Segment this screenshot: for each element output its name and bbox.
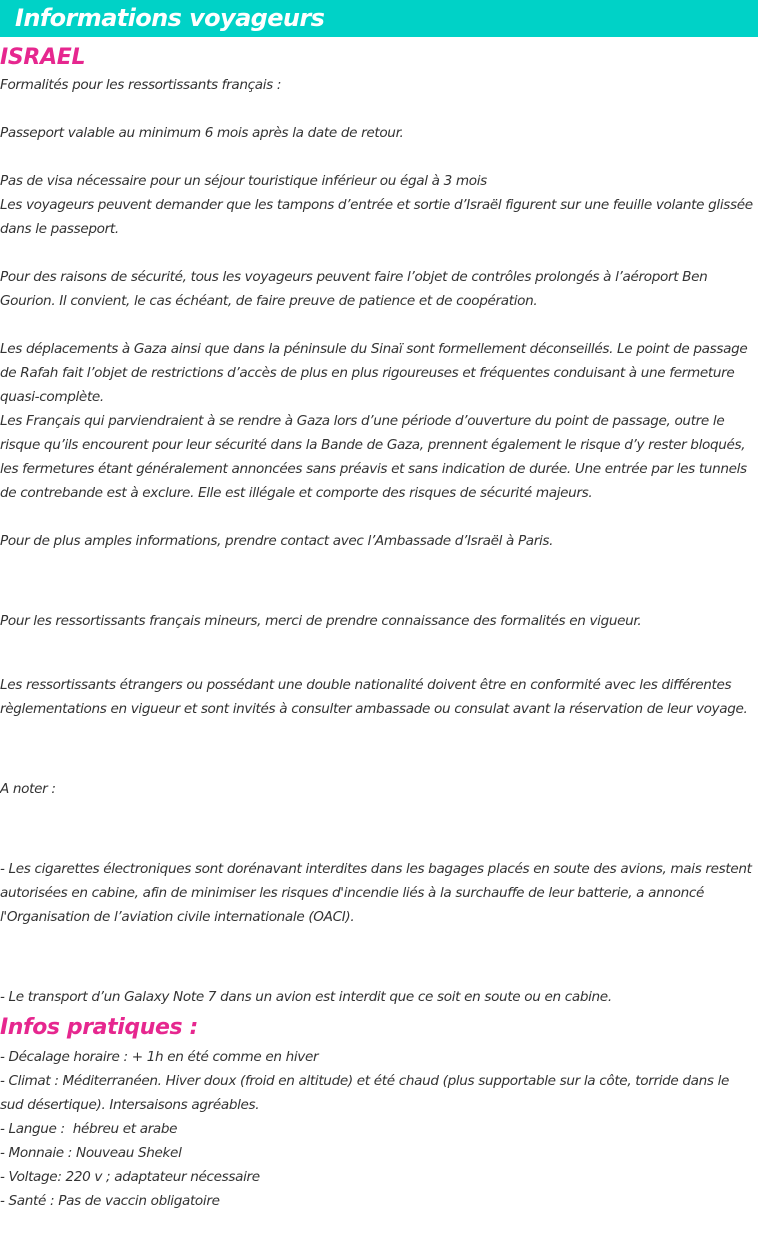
minors-note: Pour les ressortissants français mineurs, merci de prendre connaissance des formalités en vigueur. — [0, 613, 642, 629]
embassy-contact: Pour de plus amples informations, prendre contact avec l’Ambassade d’Israël à Paris. — [0, 533, 554, 549]
language-info: - Langue : hébreu et arabe — [0, 1121, 178, 1137]
country-heading: ISRAEL — [0, 45, 86, 70]
stamps-note: Les voyageurs peuvent demander que les tampons d’entrée et sortie d’Israël figurent sur une feuille volante glissée dans le passeport. — [0, 197, 753, 237]
ecigarette-note: - Les cigarettes électroniques sont dorénavant interdites dans les bagages placés en soute des avions, mais restent autorisées en cabine, afin de minimiser les risques d'incendie liés à la surchauffe de leur batterie, a annoncé l'Organisation de l’aviation civile internationale (OACI). — [0, 861, 752, 925]
security-note: Pour des raisons de sécurité, tous les voyageurs peuvent faire l’objet de contrôles prolongés à l’aéroport Ben Gourion. Il convient, le cas échéant, de faire preuve de patience et de coopération. — [0, 269, 708, 309]
health-info: - Santé : Pas de vaccin obligatoire — [0, 1193, 220, 1209]
timezone-info: - Décalage horaire : + 1h en été comme en hiver — [0, 1049, 319, 1065]
page-title: Informations voyageurs — [15, 4, 325, 32]
climate-info: - Climat : Méditerranéen. Hiver doux (froid en altitude) et été chaud (plus supportable sur la côte, torride dans le sud désertique). Intersaisons agréables. — [0, 1073, 730, 1113]
practical-info-heading: Infos pratiques : — [0, 1015, 198, 1040]
currency-info: - Monnaie : Nouveau Shekel — [0, 1145, 182, 1161]
passport-requirement: Passeport valable au minimum 6 mois après la date de retour. — [0, 125, 404, 141]
foreigners-note: Les ressortissants étrangers ou possédant une double nationalité doivent être en conformité avec les différentes règlementations en vigueur et sont invités à consulter ambassade ou consulat avant la réservation de leur voyage. — [0, 677, 748, 717]
travel-info-content — [0, 73, 758, 1213]
visa-requirement: Pas de visa nécessaire pour un séjour touristique inférieur ou égal à 3 mois — [0, 173, 487, 189]
page-header-banner — [0, 0, 758, 37]
gaza-risk-note: Les Français qui parviendraient à se rendre à Gaza lors d’une période d’ouverture du point de passage, outre le risque qu’ils encourent pour leur sécurité dans la Bande de Gaza, prennent également le risque d’y rester bloqués, les fermetures étant généralement annoncées sans préavis et sans indication de durée. Une entrée par les tunnels de contrebande est à exclure. Elle est illégale et comporte des risques de sécurité majeurs. — [0, 413, 747, 501]
galaxy-note: - Le transport d’un Galaxy Note 7 dans un avion est interdit que ce soit en soute ou en cabine. — [0, 989, 612, 1005]
note-label: A noter : — [0, 781, 56, 797]
gaza-warning: Les déplacements à Gaza ainsi que dans la péninsule du Sinaï sont formellement déconseillés. Le point de passage de Rafah fait l’objet de restrictions d’accès de plus en plus rigoureuses et fréquentes conduisant à une fermeture quasi-complète. — [0, 341, 748, 405]
formalities-intro: Formalités pour les ressortissants français : — [0, 77, 282, 93]
voltage-info: - Voltage: 220 v ; adaptateur nécessaire — [0, 1169, 260, 1185]
